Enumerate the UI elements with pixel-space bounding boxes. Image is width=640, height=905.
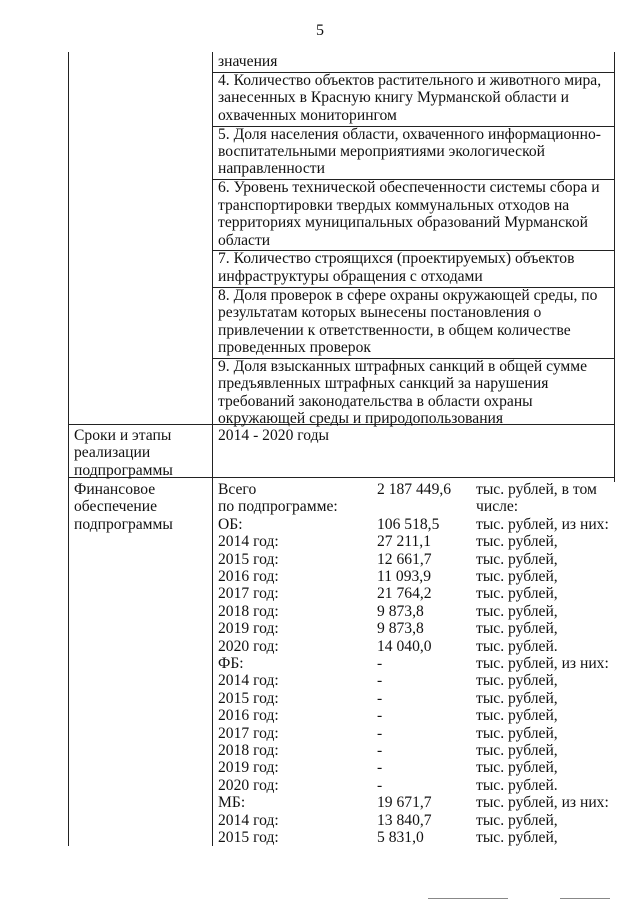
- indicator-line: проведенных проверок: [218, 338, 371, 356]
- finance-amount: 106 518,5: [377, 515, 440, 533]
- finance-amount: 5 831,0: [377, 829, 424, 846]
- indicator-line: значения: [218, 53, 278, 70]
- finance-period: 2016 год:: [218, 707, 279, 725]
- indicator-line: охваченных мониторингом: [218, 106, 397, 124]
- finance-period: ОБ:: [218, 515, 243, 533]
- finance-unit: тыс. рублей,: [476, 724, 558, 742]
- finance-period: 2017 год:: [218, 724, 279, 742]
- terms-label-line: Сроки и этапы: [74, 427, 172, 444]
- indicator-line: 6. Уровень технической обеспеченности системы сбора и: [218, 179, 600, 197]
- indicator-cell: [218, 287, 597, 357]
- finance-unit: тыс. рублей,: [476, 585, 558, 603]
- finance-period: ФБ:: [218, 655, 244, 672]
- finance-amount: -: [377, 655, 383, 672]
- finance-period: МБ:: [218, 794, 246, 812]
- finance-unit: тыс. рублей,: [476, 568, 558, 585]
- finance-period: 2016 год:: [218, 568, 279, 585]
- finance-period: 2017 год:: [218, 585, 279, 603]
- indicator-line: инфраструктуры обращения с отходами: [218, 267, 483, 285]
- indicator-line: привлечении к ответственности, в общем количестве: [218, 321, 571, 339]
- indicator-line: области: [218, 231, 271, 249]
- finance-unit: тыс. рублей,: [476, 620, 558, 638]
- indicator-line: 4. Количество объектов растительного и животного мира,: [218, 71, 602, 89]
- indicator-line: требований законодательства в области охраны: [218, 392, 533, 410]
- finance-amount: 27 211,1: [377, 533, 431, 551]
- finance-period: 2015 год:: [218, 550, 279, 568]
- finance-unit: тыс. рублей,: [476, 533, 558, 551]
- finance-unit: тыс. рублей, из них:: [476, 655, 609, 672]
- footer-mark: [560, 898, 610, 899]
- indicator-line: 5. Доля населения области, охваченного информационно-: [218, 125, 601, 143]
- indicator-line: предъявленных штрафных санкций за нарушения: [218, 375, 549, 393]
- finance-unit: числе:: [476, 498, 519, 516]
- finance-unit: тыс. рублей,: [476, 550, 558, 568]
- finance-label-line: подпрограммы: [74, 515, 173, 533]
- page-number: 5: [316, 22, 324, 39]
- finance-unit: тыс. рублей,: [476, 829, 558, 846]
- finance-amount: -: [377, 689, 383, 707]
- indicator-cell: [218, 53, 277, 70]
- indicator-cell: [218, 358, 587, 428]
- finance-period: 2018 год:: [218, 742, 279, 759]
- finance-unit: тыс. рублей,: [476, 672, 558, 690]
- finance-amount: -: [377, 707, 383, 725]
- finance-label: [74, 481, 173, 533]
- table-border-right: [614, 52, 615, 482]
- finance-amount: 9 873,8: [377, 620, 424, 638]
- finance-unit: тыс. рублей, в том: [476, 481, 597, 498]
- finance-unit: тыс. рублей,: [476, 742, 558, 759]
- indicator-cell: [218, 72, 601, 124]
- finance-amount: -: [377, 672, 383, 690]
- finance-amount: 12 661,7: [377, 550, 432, 568]
- finance-amount: 14 040,0: [377, 637, 432, 655]
- finance-unit: тыс. рублей,: [476, 759, 558, 777]
- terms-label-line: реализации: [74, 444, 151, 462]
- table-border-left: [68, 52, 69, 846]
- indicator-line: транспортировки твердых коммунальных отходов на: [218, 196, 570, 214]
- indicator-line: 9. Доля взысканных штрафных санкций в общей сумме: [218, 357, 588, 375]
- finance-amount: -: [377, 759, 383, 777]
- finance-unit: тыс. рублей.: [476, 776, 558, 794]
- finance-unit: тыс. рублей,: [476, 602, 558, 620]
- finance-amount: 13 840,7: [377, 811, 432, 829]
- finance-period: 2019 год:: [218, 620, 279, 638]
- terms-label: [74, 427, 173, 479]
- finance-unit: тыс. рублей,: [476, 811, 558, 829]
- indicator-line: территориях муниципальных образований Мурманской: [218, 214, 588, 232]
- indicator-line: 8. Доля проверок в сфере охраны окружающей среды, по: [218, 286, 598, 304]
- finance-amount: 19 671,7: [377, 794, 432, 812]
- footer-mark: [428, 898, 508, 899]
- finance-amount: -: [377, 776, 383, 794]
- table-column-divider: [212, 52, 213, 846]
- finance-period: по подпрограмме:: [218, 498, 338, 516]
- finance-amount: 11 093,9: [377, 568, 431, 585]
- finance-label-line: Финансовое: [74, 481, 156, 498]
- indicator-line: воспитательными мероприятиями экологической: [218, 143, 546, 160]
- indicator-cell: [218, 179, 600, 249]
- finance-unit: тыс. рублей,: [476, 707, 558, 725]
- indicator-line: направленности: [218, 160, 325, 178]
- finance-period: Всего: [218, 481, 257, 498]
- finance-period: 2014 год:: [218, 533, 279, 551]
- finance-unit: тыс. рублей, из них:: [476, 515, 609, 533]
- terms-label-line: подпрограммы: [74, 461, 173, 479]
- finance-amount: 21 764,2: [377, 585, 432, 603]
- finance-amount: -: [377, 742, 383, 759]
- finance-period: 2014 год:: [218, 811, 279, 829]
- finance-period: 2020 год:: [218, 637, 279, 655]
- finance-unit: тыс. рублей, из них:: [476, 794, 609, 812]
- finance-period: 2020 год:: [218, 776, 279, 794]
- indicator-line: 7. Количество строящихся (проектируемых) объектов: [218, 250, 575, 268]
- indicator-line: окружающей среды и природопользования: [218, 410, 504, 428]
- indicator-cell: [218, 126, 601, 178]
- finance-period: 2015 год:: [218, 689, 279, 707]
- finance-unit: тыс. рублей.: [476, 637, 558, 655]
- finance-label-line: обеспечение: [74, 498, 158, 516]
- finance-amount: 2 187 449,6: [377, 481, 452, 498]
- finance-period: 2018 год:: [218, 602, 279, 620]
- terms-value: 2014 - 2020 годы: [218, 427, 330, 444]
- finance-period: 2014 год:: [218, 672, 279, 690]
- finance-period: 2019 год:: [218, 759, 279, 777]
- finance-period: 2015 год:: [218, 829, 279, 846]
- indicator-line: результатам которых вынесены постановления о: [218, 304, 542, 322]
- finance-amount: 9 873,8: [377, 602, 424, 620]
- indicator-cell: [218, 250, 574, 285]
- finance-unit: тыс. рублей,: [476, 689, 558, 707]
- finance-amount: -: [377, 724, 383, 742]
- indicator-line: занесенных в Красную книгу Мурманской области и: [218, 89, 569, 107]
